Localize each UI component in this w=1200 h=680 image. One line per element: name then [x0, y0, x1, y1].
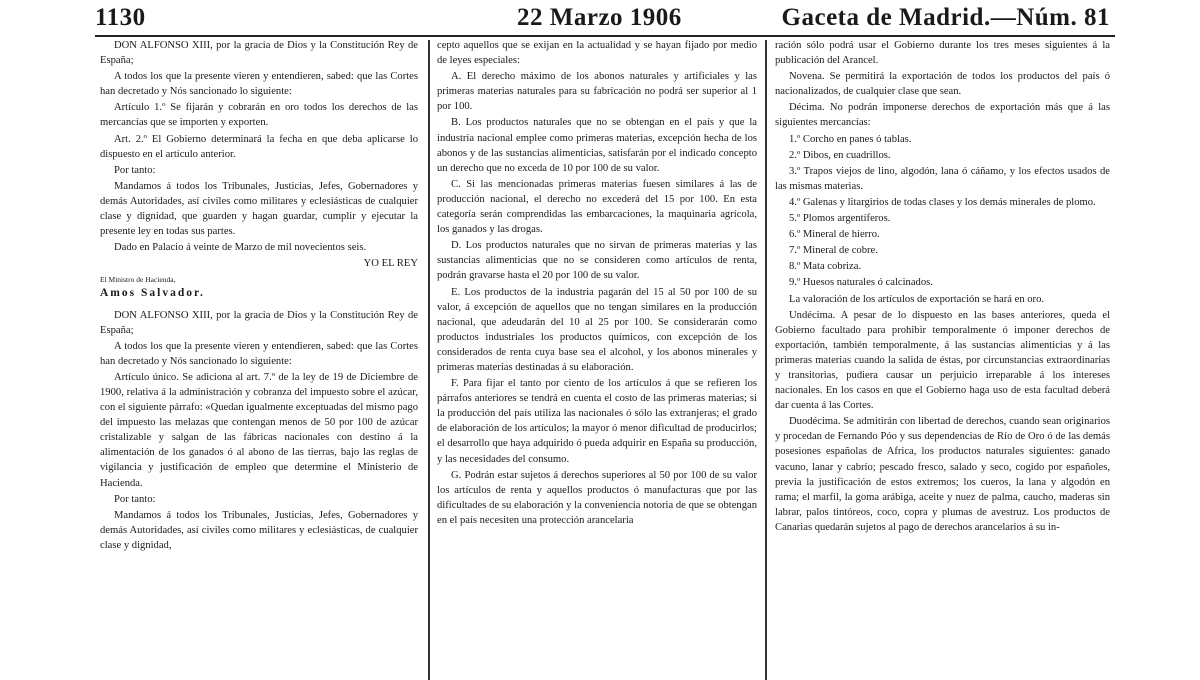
base-paragraph: Décima. No podrán imponerse derechos de exportación más que á las siguientes mercancías:: [775, 102, 1110, 129]
masthead-rule: [95, 35, 1115, 37]
clause-paragraph: B. Los productos naturales que no se obtengan en el país y que la industria nacional emplee como primeras materias, excepción hecha de los abonos y de las sustancias alimenticias, satisfarán por el indicado concepto un derecho que no exceda de 10 por 100 de su valor.: [437, 117, 757, 174]
article-paragraph: Artículo único. Se adiciona al art. 7.º de la ley de 19 de Diciembre de 1900, relativa á la administración y cobranza del impuesto sobre el azúcar, con el siguiente párrafo: «Quedan igualmente exceptuadas del mismo pago del impuesto las melazas que contengan menos de 50 por 100 de azúcar cristalizable y salgan de las fábricas nacionales con destino á la alimentación de los ganados ó al abono de las tierras, bajo las reglas de vigilancia y justificación de empleo que determine el Ministerio de Hacienda.: [100, 371, 418, 489]
minister-signature: Amos Salvador.: [100, 287, 205, 300]
continued-paragraph: ración sólo podrá usar el Gobierno durante los tres meses siguientes á la publicación del Arancel.: [775, 40, 1110, 67]
minister-title: El Ministro de Hacienda,: [100, 275, 176, 285]
clause-paragraph: F. Para fijar el tanto por ciento de los artículos á que se refieren los párrafos anteriores se tendrá en cuenta el costo de las primeras materias; si la producción del país utiliza las nacionales ó sólo las extranjeras; el grado de elaboración de los artículos; la mayor ó menor dificultad de producirlos; el desarrollo que haya adquirido ó pueda adquirir en España su producción, y las necesidades del consumo.: [437, 378, 757, 465]
clause-paragraph: E. Los productos de la industria pagarán del 15 al 50 por 100 de su valor, á excepción de aquellos que no tengan similares en la producción nacional, que adeudarán del 10 al 25 por 100. Se considerarán como productos industriales los productos químicos, con excepción de los considerados de renta cuya base sea el alcohol, y los abonos minerales y primeras materias destinadas á su elaboración.: [437, 286, 757, 373]
mandate-paragraph: Mandamos á todos los Tribunales, Justicias, Jefes, Gobernadores y demás Autoridades, así civiles como militares y eclesiásticas de cualquier clase y dignidad, que guarden y hagan guardar, cumplir y ejecutar la presente ley en todas sus partes.: [100, 180, 418, 238]
por-tanto: Por tanto:: [114, 164, 156, 176]
clause-paragraph: A. El derecho máximo de los abonos naturales y artificiales y las primeras materias naturales para su fabricación no podrá ser superior al 1 por 100.: [437, 71, 757, 113]
clause-paragraph: C. Si las mencionadas primeras materias fuesen similares á las de producción nacional, el derecho no excederá del 15 por 100. En esta categoría serán comprendidas las embarcaciones, la maquinaria agrícola, los ganados y las drogas.: [437, 178, 757, 236]
article-paragraph: Artículo 1.º Se fijarán y cobrarán en oro todos los derechos de las mercancías que se importen y exporten.: [100, 102, 418, 129]
base-paragraph: Duodécima. Se admitirán con libertad de derechos, cuando sean originarios y procedan de Fernando Póo y sus dependencias de Río de Oro ó de las demás posesiones españolas de Africa, los productos naturales siguientes: ganado vacuno, lanar y cabrío; pescado fresco, salado y seco, cogido por españoles, previa la justificación de estos extremos; los cueros, la lana y algodón en rama; el marfil, la goma arábiga, aceite y nuez de palma, caucho, maderas sin labrar, palos tintóreos, coco, copra y plumas de avestruz. Los productos de Canarias quedarán sujetos al pago de derechos arancelarios á su in-: [775, 416, 1110, 533]
decree-preamble: DON ALFONSO XIII, por la gracia de Dios y la Constitución Rey de España;: [100, 40, 418, 67]
column-3: [775, 38, 1110, 678]
decree-intro: A todos los que la presente vieren y entendieren, sabed: que las Cortes han decretado y Nós sancionado lo siguiente:: [100, 340, 418, 367]
list-item: 4.º Galenas y litargirios de todas clases y los demás minerales de plomo.: [789, 196, 1096, 208]
gazette-title: Gaceta de Madrid.—Núm. 81: [781, 4, 1110, 31]
list-item: 5.º Plomos argentíferos.: [789, 213, 891, 225]
king-signature: YO EL REY: [363, 258, 418, 270]
list-item: 1.º Corcho en panes ó tablas.: [789, 133, 912, 145]
dated-line: Dado en Palacio á veinte de Marzo de mil novecientos seis.: [114, 242, 367, 254]
issue-date: 22 Marzo 1906: [517, 4, 682, 31]
column-divider: [765, 40, 767, 680]
list-item: 9.º Huesos naturales ó calcinados.: [789, 277, 933, 289]
continued-paragraph: cepto aquellos que se exijan en la actualidad y se hayan fijado por medio de leyes especiales:: [437, 40, 757, 67]
list-item: 2.º Dibos, en cuadrillos.: [789, 149, 891, 161]
column-2: [437, 38, 757, 678]
base-paragraph: La valoración de los artículos de exportación se hará en oro.: [789, 293, 1045, 305]
list-item: 3.º Trapos viejos de lino, algodón, lana ó cáñamo, y los efectos usados de las mismas materias.: [775, 165, 1110, 192]
column-1: [100, 38, 418, 678]
list-item: 6.º Mineral de hierro.: [789, 229, 880, 241]
por-tanto: Por tanto:: [114, 493, 156, 505]
decree-preamble: DON ALFONSO XIII, por la gracia de Dios y la Constitución Rey de España;: [100, 309, 418, 336]
list-item: 8.º Mata cobriza.: [789, 261, 862, 273]
clause-paragraph: G. Podrán estar sujetos á derechos superiores al 50 por 100 de su valor los artículos de renta y aquellos productos ó manufacturas que por las dificultades de su elaboración y la conveniencia notoria de que se obtengan en el país necesiten una protección arancelaria: [437, 469, 757, 526]
article-paragraph: Art. 2.º El Gobierno determinará la fecha en que deba aplicarse lo dispuesto en el artículo anterior.: [100, 133, 418, 160]
masthead: [95, 2, 1110, 36]
page-number: 1130: [95, 4, 146, 31]
base-paragraph: Novena. Se permitirá la exportación de todos los productos del país ó nacionalizados, de cualquier clase que sean.: [775, 71, 1110, 98]
clause-paragraph: D. Los productos naturales que no sirvan de primeras materias y las sustancias alimenticias que no se consideren como artículos de renta, podrán gravarse hasta el 20 por 100 de su valor.: [437, 240, 757, 282]
decree-intro: A todos los que la presente vieren y entendieren, sabed: que las Cortes han decretado y Nós sancionado lo siguiente:: [100, 71, 418, 98]
list-item: 7.º Mineral de cobre.: [789, 245, 878, 257]
column-divider: [428, 40, 430, 680]
base-paragraph: Undécima. A pesar de lo dispuesto en las bases anteriores, queda el Gobierno facultado para prohibir temporalmente ó imponer derechos de exportación, también temporalmente, á las sustancias alimenticias y á las primeras materias cuando la salida de éstas, por circunstancias extraordinarias y transitorias, pudiera causar un perjuicio irreparable á los intereses nacionales. En los casos en que el Gobierno haga uso de esta facultad deberá dar cuenta á las Cortes.: [775, 309, 1110, 412]
mandate-paragraph: Mandamos á todos los Tribunales, Justicias, Jefes, Gobernadores y demás Autoridades, así civiles como militares y eclesiásticas, de cualquier clase y dignidad,: [100, 509, 418, 551]
